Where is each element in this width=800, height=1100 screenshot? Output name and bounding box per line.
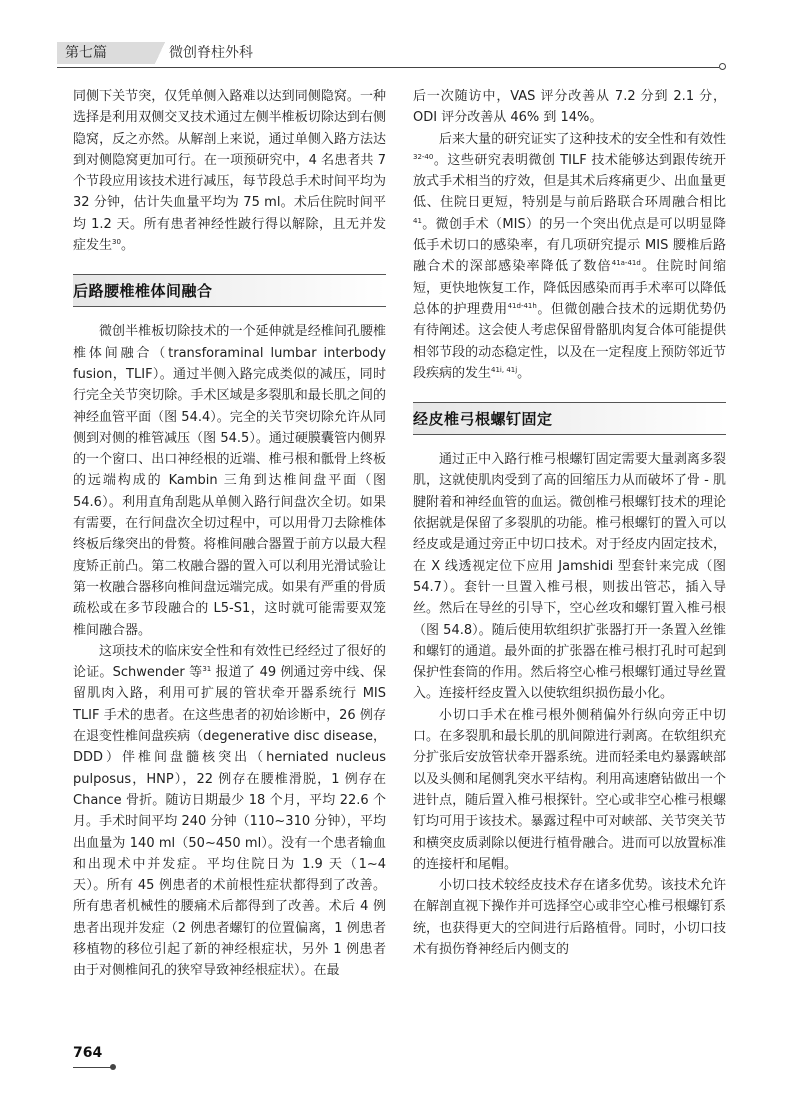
paragraph: 后来大量的研究证实了这种技术的安全性和有效性$^{32-40}$。这些研究表明微创 TILF 技术能够达到跟传统开放式手术相当的疗效，但是其术后疼痛更少、出血量更低、住院日更短，特别是与前后路联合环周融合相比$^{41}$。微创手术（MIS）的另一个突出优点是可以明显降低手术切口的感染率，有几项研究提示 MIS 腰椎后路融合术的深部感染率降低了数倍$^{41a-41d}$。住院时间缩短，更快地恢复工作，降低因感染而再手术率可以降低总体的护理费用$^{41d-41h}$。但微创融合技术的远期优势仍有待阐述。这会使人考虑保留骨骼肌肉复合体可能提供相邻节段的动态稳定性，以及在一定程度上预防邻近节段疾病的发生$^{41i, 41j}$。 — [413, 131, 726, 381]
part-label: 第七篇 — [57, 42, 153, 64]
paragraph: 后一次随访中，VAS 评分改善从 7.2 分到 2.1 分，ODI 评分改善从 46% 到 14%。 — [413, 89, 726, 126]
citation: 41a-41d — [611, 259, 641, 268]
book-title: 微创脊柱外科 — [169, 45, 253, 61]
citation: 31 — [202, 665, 212, 674]
footer-rule — [73, 1067, 111, 1068]
paragraph: 小切口手术在椎弓根外侧稍偏外行纵向旁正中切口。在多裂肌和最长肌的肌间隙进行剥离。在软组织充分扩张后安放管状牵开器系统。进而轻柔电灼暴露峡部以及头侧和尾侧乳突水平结构。利用高速磨钻做出一个进针点，随后置入椎弓根探针。空心或非空心椎弓根螺钉均可用于该技术。暴露过程中可对峡部、关节突关节和横突皮质剥除以便进行植骨融合。进而可以放置标准的连接杆和尾帽。 — [413, 707, 726, 872]
citation: 30 — [112, 238, 121, 247]
citation: 41d-41h — [507, 301, 537, 310]
right-column — [413, 86, 726, 960]
paragraph: 微创半椎板切除技术的一个延伸就是经椎间孔腰椎椎体间融合（transforaminal lumbar interbody fusion，TLIF）。通过半侧入路完成类似的减压，同时行完全关节突切除。手术区域是多裂肌和最长肌之间的神经血管平面（图 54.4）。完全的关节突切除允许从同侧到对侧的椎管减压（图 54.5）。通过硬膜囊管内侧界的一个窗口、出口神经根的近端、椎弓根和骶骨上终板的远端构成的 Kambin 三角到达椎间盘平面（图 54.6）。利用直角刮匙从单侧入路行间盘次全切。如果有需要，在行间盘次全切过程中，可以用骨刀去除椎体终板后缘突出的骨赘。将椎间融合器置于前方以最大程度矫正前凸。第二枚融合器的置入可以利用光滑试验让第一枚融合器移向椎间盘远端完成。如果有严重的骨质疏松或在多节段融合的 L5-S1，这时就可能需要双笼椎间融合器。 — [73, 324, 386, 638]
paragraph: 同侧下关节突，仅凭单侧入路难以达到同侧隐窝。一种选择是利用双侧交叉技术通过左侧半椎板切除达到右侧隐窝，反之亦然。从解剖上来说，通过单侧入路方法达到对侧隐窝更加可行。在一项预研究中，4 名患者共 7 个节段应用该技术进行减压，每节段总手术时间平均为 32 分钟，估计失血量平均为 75 ml。术后住院时间平均 1.2 天。所有患者神经性跛行得以解除，且无并发症发生$^{30}$。 — [73, 89, 386, 254]
left-column — [73, 86, 386, 982]
header-separator — [153, 42, 167, 64]
header-rule — [57, 67, 719, 68]
paragraph: 这项技术的临床安全性和有效性已经经过了很好的论证。Schwender 等$^{31}$ 报道了 49 例通过旁中线、保留肌肉入路，利用可扩展的管状牵开器系统行 MIS TLIF 手术的患者。在这些患者的初始诊断中，26 例存在退变性椎间盘疾病（degenerative disc disease，DDD）伴椎间盘髓核突出（herniated nucleus pulposus，HNP），22 例存在腰椎滑脱，1 例存在 Chance 骨折。随访日期最少 18 个月，平均 22.6 个月。手术时间平均 240 分钟（110~310 分钟），平均出血量为 140 ml（50~450 ml）。没有一个患者输血和出现术中并发症。平均住院日为 1.9 天（1~4 天）。所有 45 例患者的术前根性症状都得到了改善。所有患者机械性的腰痛术后都得到了改善。术后 4 例患者出现并发症（2 例患者螺钉的位置偏离，1 例患者移植物的移位引起了新的神经根症状，另外 1 例患者由于对侧椎间孔的狭窄导致神经根症状）。在最 — [73, 643, 386, 979]
section-heading: 经皮椎弓根螺钉固定 — [413, 402, 726, 435]
section-heading: 后路腰椎椎体间融合 — [73, 274, 386, 307]
footer-ornament-icon — [110, 1064, 116, 1070]
header-ornament-icon — [719, 63, 726, 70]
citation: 41 — [413, 216, 422, 225]
page-number: 764 — [73, 1045, 103, 1061]
paragraph: 通过正中入路行椎弓根螺钉固定需要大量剥离多裂肌，这就使肌肉受到了高的回缩压力从而破坏了骨 - 肌腱附着和神经血管的血运。微创椎弓根螺钉技术的理论依据就是保留了多裂肌的功能。椎弓根螺钉的置入可以经皮或是通过旁正中切口技术。对于经皮内固定技术，在 X 线透视定位下应用 Jamshidi 型套针来完成（图 54.7）。套针一旦置入椎弓根，则拔出管芯，插入导丝。然后在导丝的引导下，空心丝攻和螺钉置入椎弓根（图 54.8）。随后使用软组织扩张器打开一条置入丝锥和螺钉的通道。最外面的扩张器在椎弓根打孔时可起到保护性套筒的作用。然后将空心椎弓根螺钉通过导丝置入。连接杆经皮置入以使软组织损伤最小化。 — [413, 452, 726, 702]
paragraph: 小切口技术较经皮技术存在诸多优势。该技术允许在解剖直视下操作并可选择空心或非空心椎弓根螺钉系统，也获得更大的空间进行后路植骨。同时，小切口技术有损伤脊神经后内侧支的 — [413, 878, 726, 957]
citation: 32-40 — [413, 152, 434, 161]
running-header — [57, 40, 727, 66]
citation: 41i, 41j — [491, 365, 518, 374]
